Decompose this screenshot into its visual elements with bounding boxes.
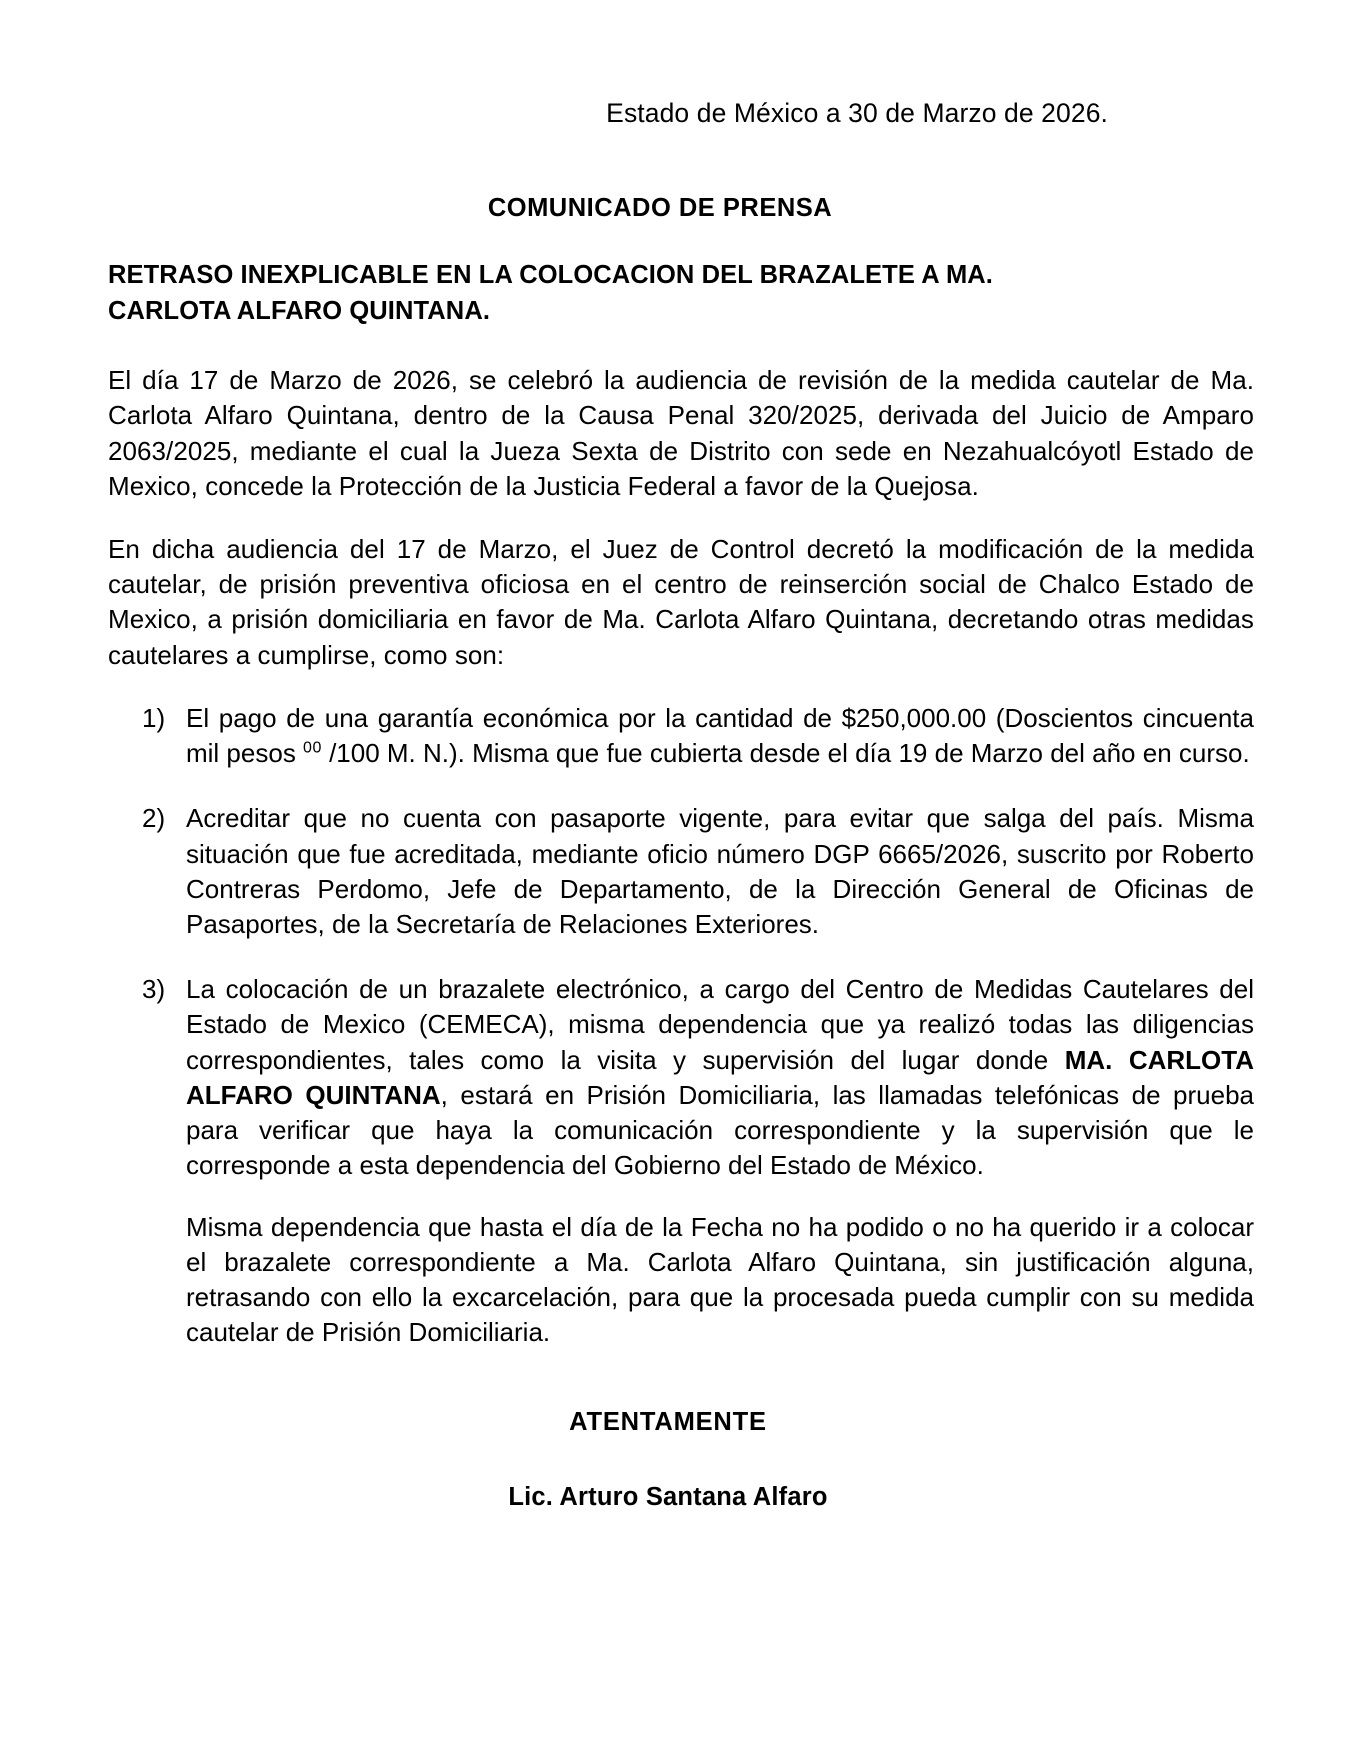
measure-3-text-part-3: Misma dependencia que hasta el día de la Fecha no ha podido o no ha querido ir a colocar el brazalete correspondiente a Ma. Carlota Alfaro Quintana, sin justificación alguna, retrasando con ello la excarcelación, para que la procesada pueda cumplir con su medida cautelar de Prisión Domiciliaria. (186, 1211, 1254, 1348)
headline-line-1: RETRASO INEXPLICABLE EN LA COLOCACION DEL BRAZALETE A MA. (108, 260, 993, 289)
measure-item-2 (108, 801, 1254, 942)
measure-text-3 (186, 972, 1254, 1183)
closing-signer-name: Lic. Arturo Santana Alfaro (508, 1483, 828, 1512)
measure-1-cents-superscript: 00 (303, 739, 322, 757)
measure-text-1 (186, 701, 1254, 771)
measure-3-bold-name: MA. CARLOTA ALFARO QUINTANA (186, 1044, 1254, 1110)
measure-marker-1: 1) (142, 702, 166, 733)
closing-block (108, 1408, 1254, 1512)
measure-item-1 (108, 701, 1254, 771)
body-paragraph-2: En dicha audiencia del 17 de Marzo, el Juez de Control decretó la modificación de la medida cautelar, de prisión preventiva oficiosa en el centro de reinserción social de Chalco Estado de Mexico, a prisión domiciliaria en favor de Ma. Carlota Alfaro Quintana, decretando otras medidas cautelares a cumplirse, como son: (108, 534, 1254, 670)
measure-text-2: Acreditar que no cuenta con pasaporte vigente, para evitar que salga del país. Misma situación que fue acreditada, mediante oficio número DGP 6665/2026, suscrito por Roberto Contreras Perdomo, Jefe de Departamento, de la Dirección General de Oficinas de Pasaportes, de la Secretaría de Relaciones Exteriores. (186, 803, 1254, 940)
measures-list (108, 701, 1254, 1351)
body-paragraph-1: El día 17 de Marzo de 2026, se celebró la audiencia de revisión de la medida cautelar de Ma. Carlota Alfaro Quintana, dentro de la Causa Penal 320/2025, derivada del Juicio de Amparo 2063/2025, mediante el cual la Jueza Sexta de Distrito con sede en Nezahualcóyotl Estado de Mexico, concede la Protección de la Justicia Federal a favor de la Quejosa. (108, 365, 1254, 501)
measure-3-text-part-1: La colocación de un brazalete electrónico, a cargo del Centro de Medidas Cautelares del Estado de Mexico (CEMECA), misma dependencia que ya realizó todas las diligencias correspondientes, tales como la visita y supervisión del lugar donde (186, 974, 1254, 1075)
closing-salutation: ATENTAMENTE (569, 1408, 767, 1437)
measure-1-text-before: El pago de una garantía económica por la cantidad de $250,000.00 (Doscientos cincuenta mil pesos (186, 702, 1254, 769)
measure-item-3 (108, 972, 1254, 1350)
document-title: COMUNICADO DE PRENSA (487, 193, 833, 222)
measure-1-text-after: /100 M. N.). Misma que fue cubierta desde el día 19 de Marzo del año en curso. (321, 738, 1250, 769)
date-line: Estado de México a 30 de Marzo de 2026. (606, 98, 1108, 128)
measure-marker-2: 2) (142, 803, 166, 834)
measure-3-text-part-2: , estará en Prisión Domiciliaria, las llamadas telefónicas de prueba para verificar que haya la comunicación correspondiente y la supervisión que le corresponde a esta dependencia del Gobierno del Estado de México. (186, 1079, 1254, 1181)
headline (108, 257, 1254, 329)
headline-line-2: CARLOTA ALFARO QUINTANA. (108, 296, 491, 325)
measure-marker-3: 3) (142, 974, 166, 1005)
